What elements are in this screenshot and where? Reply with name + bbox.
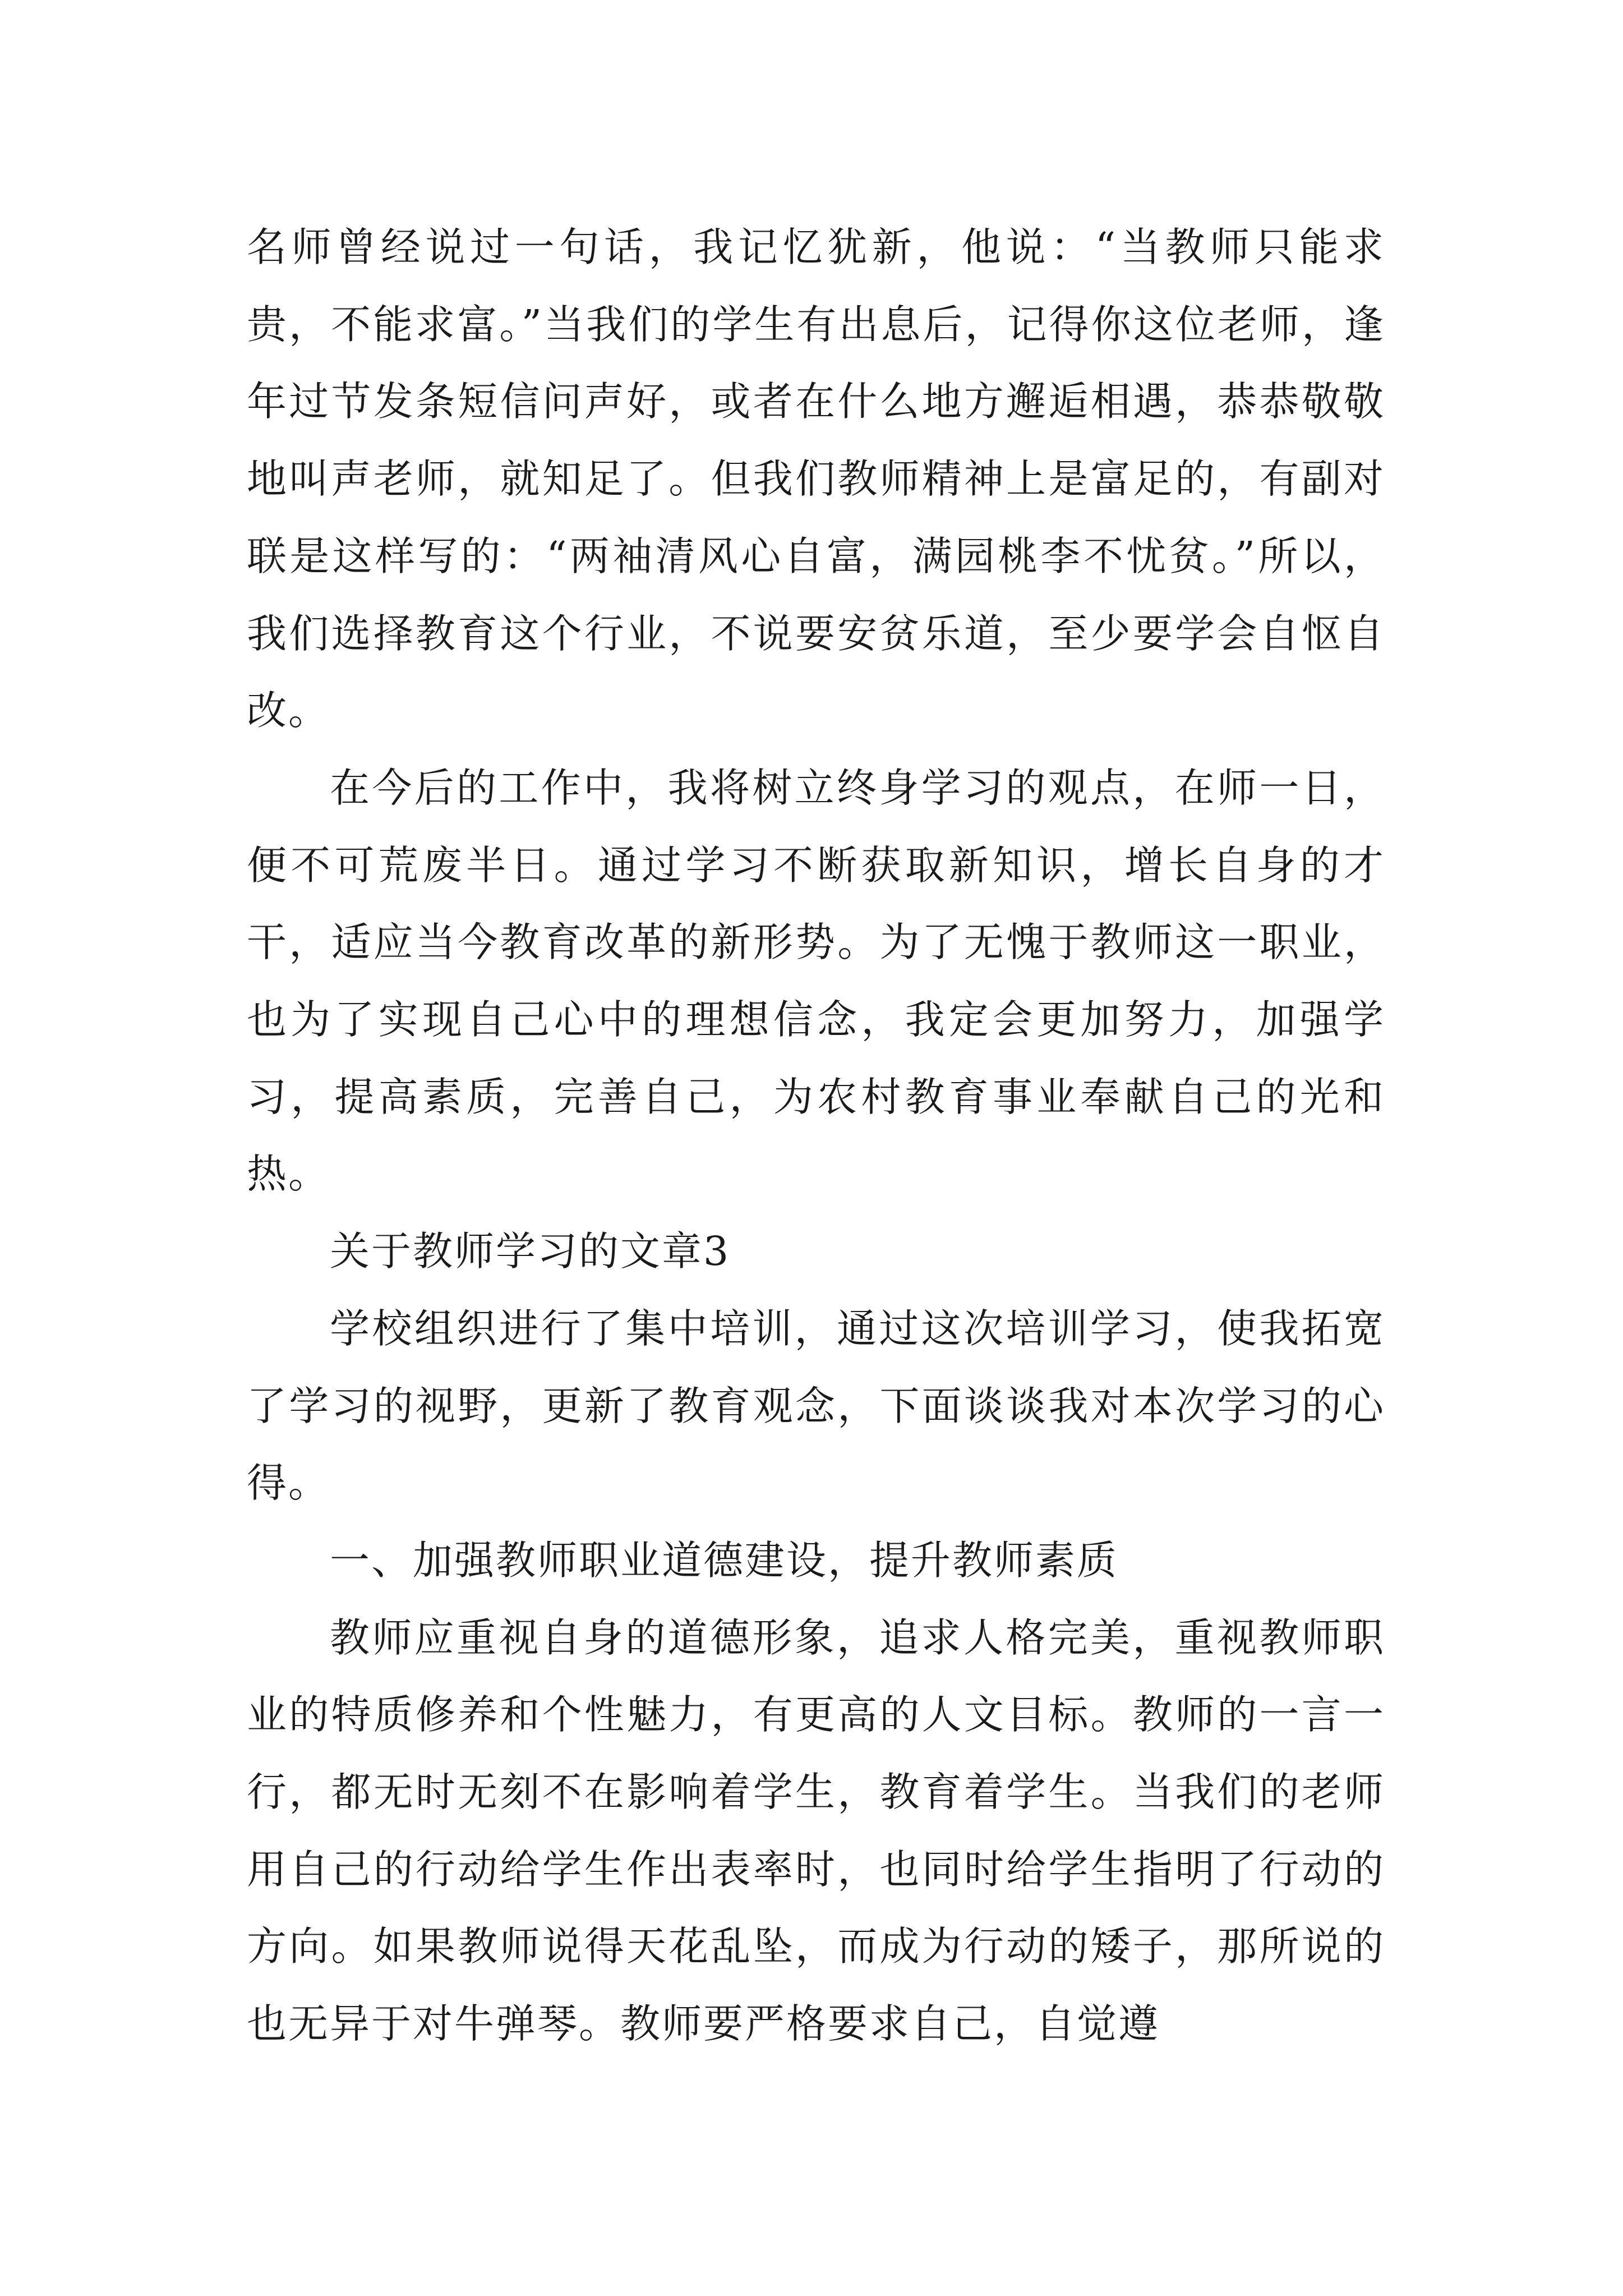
paragraph-4: 教师应重视自身的道德形象，追求人格完美，重视教师职业的特质修养和个性魅力，有更高的人文目标。教师的一言一行，都无时无刻不在影响着学生，教育着学生。当我们的老师用自己的行动给学生作出表率时，也同时给学生指明了行动的方向。如果教师说得天花乱坠，而成为行动的矮子，那所说的也无异于对牛弹琴。教师要严格要求自己，自觉遵 [247,1614,1385,2047]
paragraph-2: 在今后的工作中，我将树立终身学习的观点，在师一日，便不可荒废半日。通过学习不断获取新知识，增长自身的才干，适应当今教育改革的新形势。为了无愧于教师这一职业，也为了实现自己心中的理想信念，我定会更加努力，加强学习，提高素质，完善自己，为农村教育事业奉献自己的光和热。 [247,764,1385,1198]
section-title: 关于教师学习的文章3 [330,1228,731,1275]
paragraph-3: 学校组织进行了集中培训，通过这次培训学习，使我拓宽了学习的视野，更新了教育观念，下面谈谈我对本次学习的心得。 [247,1305,1385,1507]
document-body [247,209,1385,2063]
section-heading-1: 一、加强教师职业道德建设，提升教师素质 [330,1536,1119,1584]
paragraph-1: 名师曾经说过一句话，我记忆犹新，他说：“当教师只能求贵，不能求富。”当我们的学生有出息后，记得你这位老师，逢年过节发条短信问声好，或者在什么地方邂逅相遇，恭恭敬敬地叫声老师，就知足了。但我们教师精神上是富足的，有副对联是这样写的：“两袖清风心自富，满园桃李不忧贫。”所以，我们选择教育这个行业，不说要安贫乐道，至少要学会自怄自改。 [247,224,1385,734]
